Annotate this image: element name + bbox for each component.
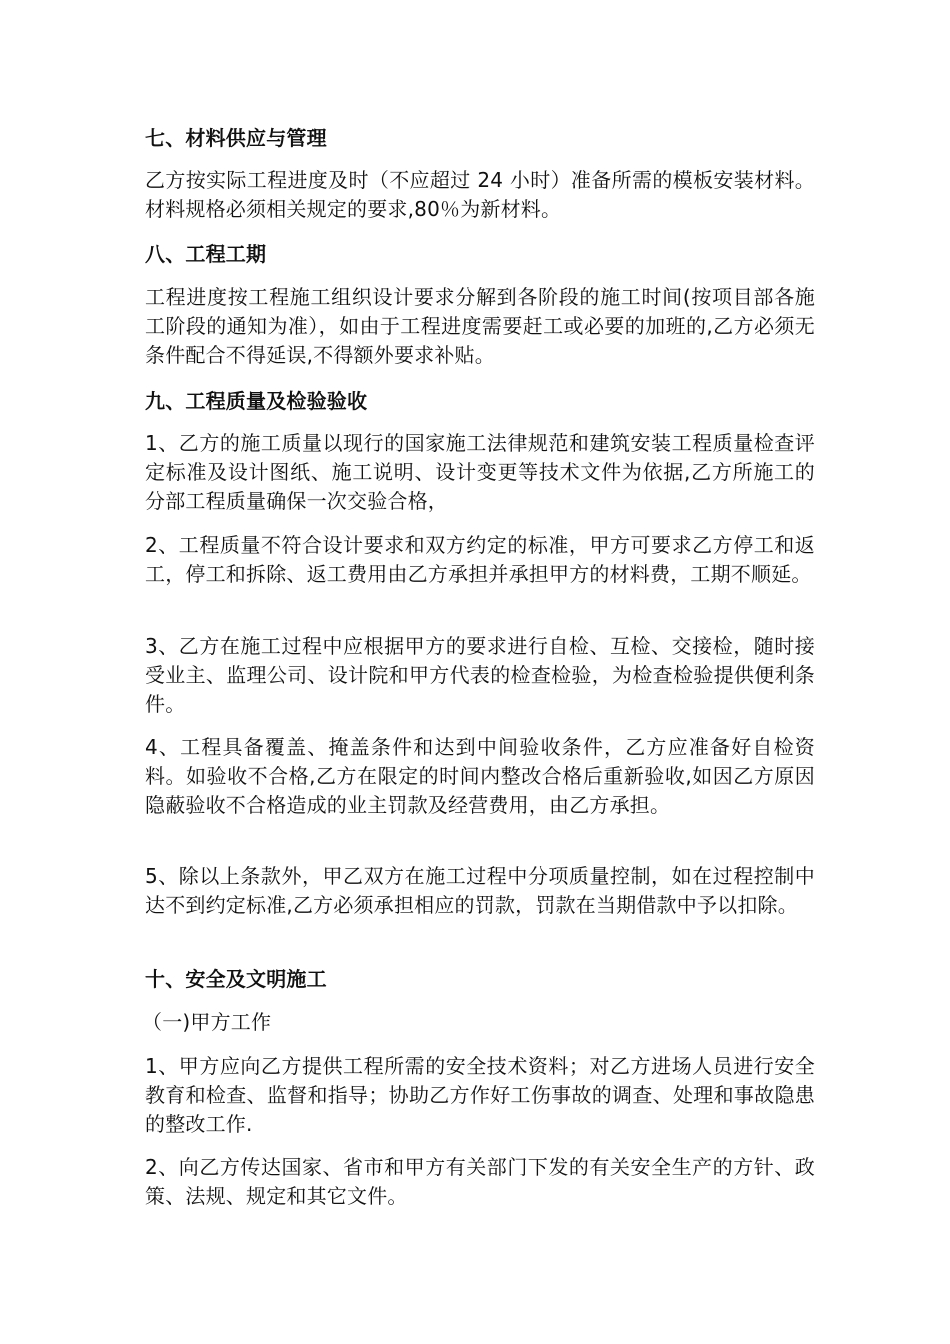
- paragraph-8-1: 工程进度按工程施工组织设计要求分解到各阶段的施工时间(按项目部各施工阶段的通知为准），如由于工程进度需要赶工或必要的加班的,乙方必须无条件配合不得延误,不得额外要求补贴。: [145, 285, 815, 367]
- section-heading-9: 九、工程质量及检验验收: [145, 389, 368, 413]
- paragraph-9-1: 1、乙方的施工质量以现行的国家施工法律规范和建筑安装工程质量检查评定标准及设计图纸、施工说明、设计变更等技术文件为依据,乙方所施工的分部工程质量确保一次交验合格，: [145, 431, 815, 513]
- paragraph-9-2: 2、工程质量不符合设计要求和双方约定的标准，甲方可要求乙方停工和返工，停工和拆除、返工费用由乙方承担并承担甲方的材料费，工期不顺延。: [145, 533, 815, 586]
- paragraph-9-5: 5、除以上条款外，甲乙双方在施工过程中分项质量控制，如在过程控制中达不到约定标准,乙方必须承担相应的罚款，罚款在当期借款中予以扣除。: [145, 864, 815, 917]
- paragraph-9-3: 3、乙方在施工过程中应根据甲方的要求进行自检、互检、交接检，随时接受业主、监理公司、设计院和甲方代表的检查检验，为检查检验提供便利条件。: [145, 634, 815, 716]
- section-heading-7: 七、材料供应与管理: [145, 126, 327, 150]
- paragraph-7-1: 乙方按实际工程进度及时（不应超过 24 小时）准备所需的模板安装材料。材料规格必须相关规定的要求,80％为新材料。: [145, 168, 815, 221]
- section-heading-10: 十、安全及文明施工: [145, 967, 327, 991]
- subheading-party-a-work: （一)甲方工作: [142, 1010, 272, 1034]
- paragraph-10-1: 1、甲方应向乙方提供工程所需的安全技术资料；对乙方进场人员进行安全教育和检查、监督和指导；协助乙方作好工伤事故的调查、处理和事故隐患的整改工作.: [145, 1054, 815, 1136]
- section-heading-8: 八、工程工期: [145, 242, 267, 266]
- paragraph-10-2: 2、向乙方传达国家、省市和甲方有关部门下发的有关安全生产的方针、政策、法规、规定和其它文件。: [145, 1155, 815, 1208]
- paragraph-9-4: 4、工程具备覆盖、掩盖条件和达到中间验收条件，乙方应准备好自检资料。如验收不合格,乙方在限定的时间内整改合格后重新验收,如因乙方原因隐蔽验收不合格造成的业主罚款及经营费用，由乙方承担。: [145, 735, 815, 817]
